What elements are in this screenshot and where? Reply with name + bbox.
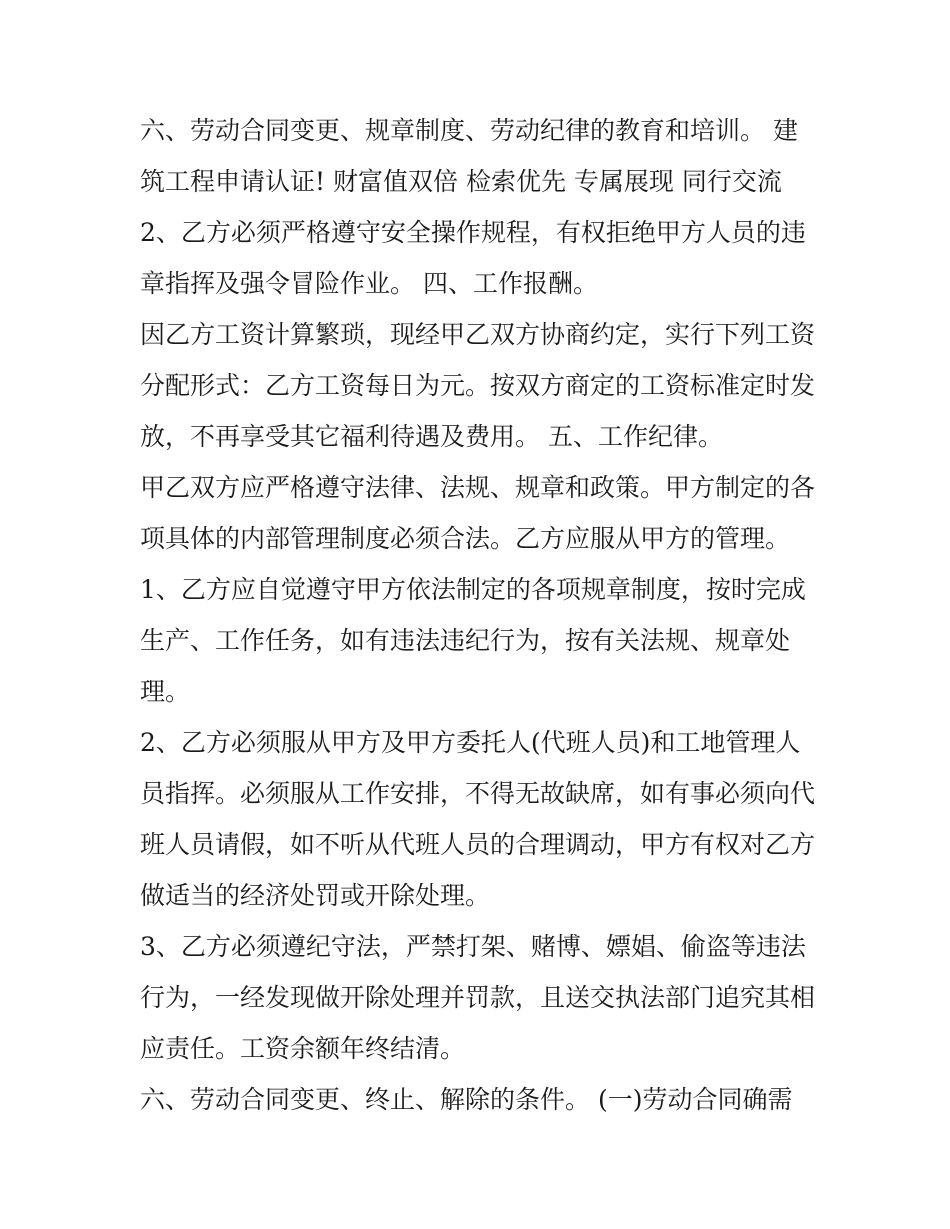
text-line: 应责任。工资余额年终结清。 [140, 1034, 466, 1063]
text-line: 甲乙双方应严格遵守法律、法规、规章和政策。甲方制定的各 [140, 473, 816, 502]
text-line: 1、乙方应自觉遵守甲方依法制定的各项规章制度，按时完成 [140, 575, 806, 604]
text-line: 筑工程申请认证! 财富值双倍 检索优先 专属展现 同行交流 [140, 167, 782, 196]
text-line: 生产、工作任务，如有违法违纪行为，按有关法规、规章处 [140, 626, 791, 655]
text-line: 六、劳动合同变更、终止、解除的条件。 (一)劳动合同确需 [140, 1085, 793, 1114]
text-line: 六、劳动合同变更、规章制度、劳动纪律的教育和培训。 建 [140, 116, 798, 145]
text-line: 章指挥及强令冒险作业。 四、工作报酬。 [140, 269, 598, 298]
text-line: 员指挥。必须服从工作安排，不得无故缺席，如有事必须向代 [140, 779, 816, 808]
text-line: 分配形式：乙方工资每日为元。按双方商定的工资标准定时发 [140, 371, 816, 400]
text-line: 理。 [140, 677, 191, 706]
text-line: 2、乙方必须严格遵守安全操作规程，有权拒绝甲方人员的违 [140, 218, 806, 247]
text-line: 做适当的经济处罚或开除处理。 [140, 881, 491, 910]
document-body [140, 105, 830, 1125]
text-line: 2、乙方必须服从甲方及甲方委托人(代班人员)和工地管理人 [140, 728, 801, 757]
text-line: 因乙方工资计算繁琐，现经甲乙双方协商约定，实行下列工资 [140, 320, 816, 349]
text-line: 项具体的内部管理制度必须合法。乙方应服从甲方的管理。 [140, 524, 791, 553]
text-line: 3、乙方必须遵纪守法，严禁打架、赌博、嫖娼、偷盗等违法 [140, 932, 806, 961]
text-line: 班人员请假，如不听从代班人员的合理调动，甲方有权对乙方 [140, 830, 816, 859]
text-line: 行为，一经发现做开除处理并罚款，且送交执法部门追究其相 [140, 983, 816, 1012]
text-line: 放，不再享受其它福利待遇及费用。 五、工作纪律。 [140, 422, 723, 451]
